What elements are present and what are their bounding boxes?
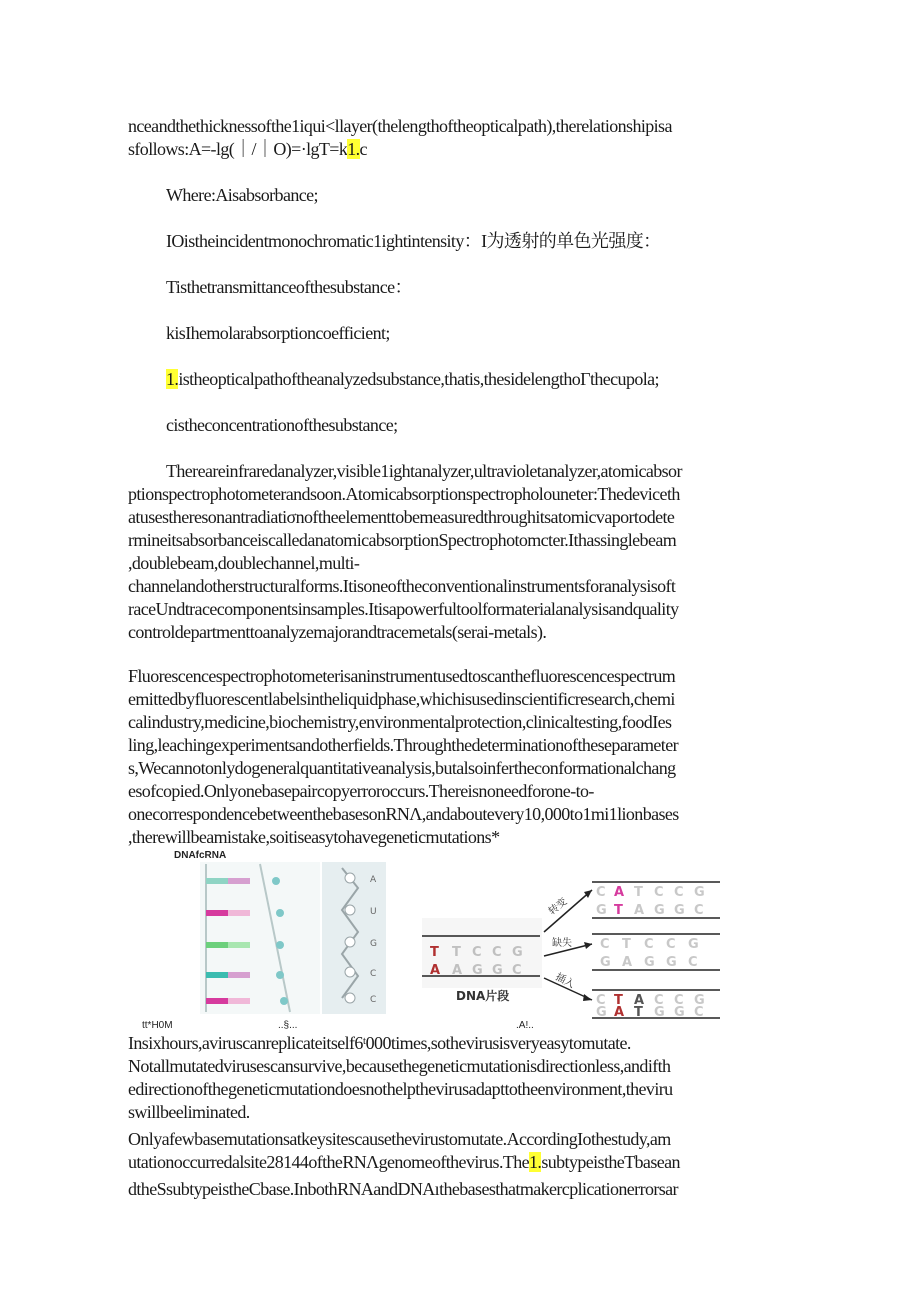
arrow-label: 转变 (546, 896, 570, 918)
paragraph-line (128, 138, 798, 161)
dna-base: G (472, 963, 483, 978)
dna-base: T (622, 937, 631, 952)
dna-rna-figure (142, 848, 760, 1033)
rna-base-label: U (370, 907, 377, 917)
definition-k: kisIhemolarabsorptioncoefficient; (166, 323, 390, 343)
paragraph-line: ,doublebeam,doublechannel,multi- (128, 553, 360, 573)
dna-base: C (600, 937, 610, 952)
definition-t: Tisthetransmittanceofthesubstance： (166, 277, 412, 297)
dna-base: G (666, 955, 677, 970)
definition-io: IOistheincidentmonochromatic1ightintensity：I为透射的单色光强度： (166, 231, 661, 251)
dna-base: C (674, 885, 684, 900)
paragraph-line: atusestheresonantradiatiσnoftheelementtobemeasuredthroughitsatomicvaportodete (128, 507, 675, 527)
definition-l-text: istheopticalpathoftheanalyzedsubstance,thatis,thesidelengthoΓthecupola; (178, 369, 659, 389)
dna-base: A (614, 885, 625, 900)
dna-base: G (654, 903, 665, 918)
dna-base: G (596, 903, 607, 918)
dna-base: T (614, 903, 623, 918)
dna-base: G (688, 937, 699, 952)
paragraph-line: swillbeeliminated. (128, 1102, 250, 1122)
dna-base: G (600, 955, 611, 970)
dna-base: T (634, 885, 643, 900)
paragraph-line: calindustry,medicine,biochemistry,environmentalprotection,clinicaltesting,foodIes (128, 712, 672, 732)
paragraph-line: Onlyafewbasemutationsatkeysitescausethevirustomutate.AccordingIothestudy,am (128, 1129, 671, 1149)
mutation-diagram (422, 882, 720, 1020)
dna-base: C (492, 945, 502, 960)
paragraph-text: subtypeistheTbasean (541, 1152, 680, 1172)
dna-base: C (694, 1005, 704, 1020)
dna-base: T (452, 945, 461, 960)
paragraph-line: edirectionofthegeneticmutationdoesnothelpthevirusadapttotheenvironment,theviru (128, 1079, 673, 1099)
dna-base: G (674, 903, 685, 918)
paragraph-line: ling,leachingexperimentsandotherfields.Throughthedeterminationoftheseparameter (128, 735, 678, 755)
highlighted-text: 1. (166, 369, 179, 389)
arrow-head (584, 942, 592, 949)
rna-nucleotide (345, 993, 355, 1003)
paragraph-line: s,Wecannotonlydogeneralquantitativeanalysis,butalsoinfertheconformationalchang (128, 758, 676, 778)
dna-base: A (430, 963, 441, 978)
rna-base-label: C (370, 969, 377, 979)
arrow-label: 缺失 (552, 938, 572, 949)
dna-base: G (596, 1005, 607, 1020)
dna-base: C (654, 993, 664, 1008)
dna-base: T (430, 945, 439, 960)
dna-base: C (596, 885, 606, 900)
dna-base: A (634, 993, 645, 1008)
dna-ladder-background (200, 862, 320, 1014)
dna-base: C (596, 993, 606, 1008)
paragraph-line: esofcopied.Onlyonebasepaircopyerroroccurs.Thereisnoneedforone-to- (128, 781, 594, 801)
dna-base: T (634, 1005, 643, 1020)
dna-base: G (654, 1005, 665, 1020)
arrow-label: 插入 (553, 971, 577, 991)
rna-base-label: C (370, 995, 377, 1005)
paragraph-line: channelandotherstructuralforms.Itisoneoftheconventionalinstrumentsforanalysisoft (128, 576, 676, 596)
dna-base: A (622, 955, 633, 970)
dna-ladder (200, 862, 320, 1014)
rna-base-label: G (370, 939, 377, 949)
formula-text: sfollows:A=-lg(｜/｜O)=·lgT=k (128, 139, 348, 159)
rna-base-label: A (370, 875, 377, 885)
paragraph-line: controldepartmenttoanalyzemajorandtracemetals(serai-metals). (128, 622, 547, 642)
paragraph-line: Fluorescencespectrophotometerisaninstrumentusedtoscanthefluorescencespectrum (128, 666, 676, 686)
paragraph-line: Thereareinfraredanalyzer,visible1ightanalyzer,ultravioletanalyzer,atomicabsor (166, 461, 682, 481)
highlighted-text: 1. (529, 1152, 542, 1172)
dna-base: A (614, 1005, 625, 1020)
dna-base: G (694, 993, 705, 1008)
arrow-head (583, 994, 592, 1001)
paragraph-line: onecorrespondencebetweenthebasesonRNΛ,andaboutevery10,000to1mi1lionbases (128, 804, 679, 824)
rna-nucleotide (345, 937, 355, 947)
paragraph-text: utationoccurredalsite28144oftheRNΛgenomeofthevirus.The (128, 1152, 530, 1172)
dna-base: C (666, 937, 676, 952)
paragraph-line: raceUndtracecomponentsinsamples.Itisapowerfultoolformaterialanalysisandquality (128, 599, 679, 619)
dna-base: G (512, 945, 523, 960)
dna-base: G (674, 1005, 685, 1020)
definition-l (166, 368, 798, 391)
dna-base: T (614, 993, 623, 1008)
figure-caption-right: .A!.. (516, 1020, 534, 1031)
rna-strand (322, 862, 386, 1014)
paragraph-line (128, 1151, 798, 1174)
dna-base: G (694, 885, 705, 900)
dna-base: C (472, 945, 482, 960)
dna-base: C (654, 885, 664, 900)
dna-fragment-label: DNA片段 (456, 989, 510, 1003)
dna-base: C (512, 963, 522, 978)
dna-base: C (694, 903, 704, 918)
dna-base: C (688, 955, 698, 970)
dna-base: G (644, 955, 655, 970)
figure-illustration (160, 848, 760, 1020)
rna-nucleotide (345, 967, 355, 977)
dna-base: C (674, 993, 684, 1008)
dna-base: C (644, 937, 654, 952)
dna-base: A (634, 903, 645, 918)
definition-c: cistheconcentrationofthesubstance; (166, 415, 398, 435)
paragraph-line: nceandthethicknessofthe1iqui<llayer(thelengthoftheopticalpath),therelationshipisa (128, 116, 672, 136)
rna-nucleotide (345, 905, 355, 915)
paragraph-line: ptionspectrophotometerandsoon.Atomicabsorptionspectropholouneter:Thedeviceth (128, 484, 680, 504)
formula-tail: c (359, 139, 367, 159)
figure-caption-mid: ..§... (278, 1020, 298, 1031)
highlighted-text: 1. (347, 139, 360, 159)
paragraph-line: Insixhours,aviruscanreplicateitself6ᵗ000times,sothevirusisveryeasytomutate. (128, 1033, 631, 1053)
dna-base: A (452, 963, 463, 978)
figure-title: DNAfcRNA (174, 850, 227, 861)
paragraph-line: emittedbyfluorescentlabelsintheliquidphase,whichisusedinscientificresearch,chemi (128, 689, 675, 709)
rna-nucleotide (345, 873, 355, 883)
paragraph-line: Notallmutatedvirusescansurvive,becausethegeneticmutationisdirectionless,andifth (128, 1056, 671, 1076)
paragraph-line: rmineitsabsorbanceiscalledanatomicabsorptionSpectrophotomcter.Ithassinglebeam (128, 530, 677, 550)
dna-base: G (492, 963, 503, 978)
paragraph-line: ,therewillbeamistake,soitiseasytohavegeneticmutations* (128, 827, 500, 847)
paragraph-line: dtheSsubtypeistheCbase.InbothRNAandDNAıthebasesthatmakercplicationerrorsar (128, 1179, 678, 1199)
figure-caption-left: tt*H0M (142, 1020, 173, 1031)
definition-where: Where:Aisabsorbance; (166, 185, 318, 205)
